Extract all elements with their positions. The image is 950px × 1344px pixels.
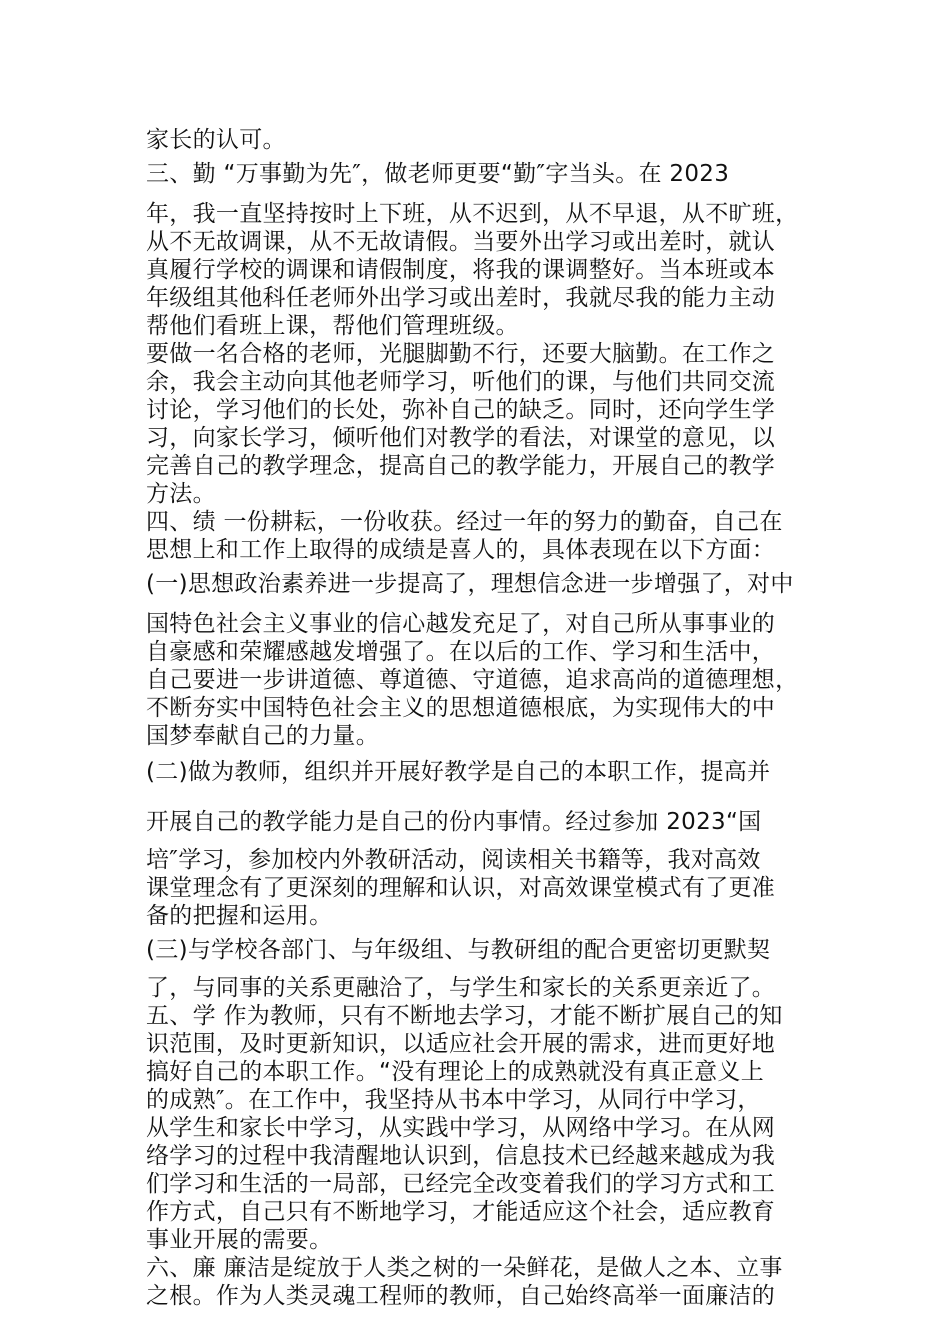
text-line: 年，我一直坚持按时上下班，从不迟到，从不早退，从不旷班， bbox=[146, 201, 799, 227]
text-line: 开展自己的教学能力是自己的份内事情。经过参加 2023“国 bbox=[146, 809, 762, 835]
text-line: 要做一名合格的老师，光腿脚勤不行，还要大脑勤。在工作之 bbox=[146, 341, 776, 367]
text-line: 自己要进一步讲道德、尊道德、守道德，追求高尚的道德理想， bbox=[146, 667, 799, 693]
text-line: 了，与同事的关系更融洽了，与学生和家长的关系更亲近了。 bbox=[146, 975, 776, 1001]
text-line: 年级组其他科任老师外出学习或出差时，我就尽我的能力主动 bbox=[146, 285, 776, 311]
text-line: 培″学习，参加校内外教研活动，阅读相关书籍等，我对高效 bbox=[146, 847, 761, 873]
text-line: 真履行学校的调课和请假制度，将我的课调整好。当本班或本 bbox=[146, 257, 776, 283]
text-line: (三)与学校各部门、与年级组、与教研组的配合更密切更默契 bbox=[146, 937, 771, 963]
text-line: 事业开展的需要。 bbox=[146, 1227, 333, 1253]
text-line: 们学习和生活的一局部，已经完全改变着我们的学习方式和工 bbox=[146, 1171, 776, 1197]
text-line: 络学习的过程中我清醒地认识到，信息技术已经越来越成为我 bbox=[146, 1143, 776, 1169]
text-line: 国梦奉献自己的力量。 bbox=[146, 723, 379, 749]
text-line: 识范围，及时更新知识，以适应社会开展的需求，进而更好地 bbox=[146, 1031, 776, 1057]
text-line: 余，我会主动向其他老师学习，听他们的课，与他们共同交流 bbox=[146, 369, 776, 395]
text-line: 搞好自己的本职工作。“没有理论上的成熟就没有真正意义上 bbox=[146, 1059, 765, 1085]
text-line: 讨论，学习他们的长处，弥补自己的缺乏。同时，还向学生学 bbox=[146, 397, 776, 423]
text-line: 五、学 作为教师，只有不断地去学习，才能不断扩展自己的知 bbox=[146, 1003, 783, 1029]
text-line: 习，向家长学习，倾听他们对教学的看法，对课堂的意见，以 bbox=[146, 425, 776, 451]
text-line: 三、勤 “万事勤为先″，做老师更要“勤″字当头。在 2023 bbox=[146, 161, 730, 187]
text-line: 方法。 bbox=[146, 481, 216, 507]
text-line: 的成熟″。在工作中，我坚持从书本中学习，从同行中学习， bbox=[146, 1087, 761, 1113]
text-line: 备的把握和运用。 bbox=[146, 903, 333, 929]
text-line: 从学生和家长中学习，从实践中学习，从网络中学习。在从网 bbox=[146, 1115, 776, 1141]
text-line: 不断夯实中国特色社会主义的思想道德根底，为实现伟大的中 bbox=[146, 695, 776, 721]
text-line: 家长的认可。 bbox=[146, 127, 286, 153]
text-line: 从不无故调课，从不无故请假。当要外出学习或出差时，就认 bbox=[146, 229, 776, 255]
text-line: 完善自己的教学理念，提高自己的教学能力，开展自己的教学 bbox=[146, 453, 776, 479]
text-line: (二)做为教师，组织并开展好教学是自己的本职工作，提高并 bbox=[146, 759, 771, 785]
text-line: 思想上和工作上取得的成绩是喜人的，具体表现在以下方面： bbox=[146, 537, 776, 563]
text-line: 作方式，自己只有不断地学习，才能适应这个社会，适应教育 bbox=[146, 1199, 776, 1225]
text-line: 国特色社会主义事业的信心越发充足了，对自己所从事事业的 bbox=[146, 611, 776, 637]
text-line: 之根。作为人类灵魂工程师的教师，自己始终高举一面廉洁的 bbox=[146, 1283, 776, 1309]
text-line: 六、廉 廉洁是绽放于人类之树的一朵鲜花，是做人之本、立事 bbox=[146, 1255, 783, 1281]
text-line: (一)思想政治素养进一步提高了，理想信念进一步增强了，对中 bbox=[146, 571, 794, 597]
text-line: 四、绩 一份耕耘，一份收获。经过一年的努力的勤奋，自己在 bbox=[146, 509, 783, 535]
text-line: 课堂理念有了更深刻的理解和认识，对高效课堂模式有了更准 bbox=[146, 875, 776, 901]
text-line: 自豪感和荣耀感越发增强了。在以后的工作、学习和生活中， bbox=[146, 639, 776, 665]
text-line: 帮他们看班上课，帮他们管理班级。 bbox=[146, 313, 519, 339]
